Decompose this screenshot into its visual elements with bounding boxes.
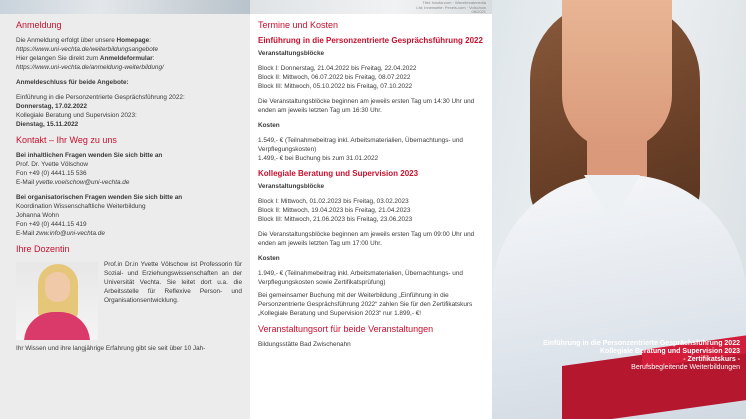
- contact1-email-link[interactable]: yvette.voelschow@uni-vechta.de: [35, 179, 130, 186]
- contact1-name: Prof. Dr. Yvette Völschow: [16, 161, 88, 168]
- homepage-label: Homepage: [116, 37, 150, 44]
- dozentin-bio-continued: Ihr Wissen und ihre langjährige Erfahrung gibt sie seit über 10 Jah-: [16, 345, 206, 352]
- cover-tagline: Berufsbegleitende Weiterbildungen: [631, 364, 740, 371]
- venue-name: Bildungsstätte Bad Zwischenahn: [258, 341, 351, 348]
- course2-block: Block III: Mittwoch, 21.06.2023 bis Freitag, 23.06.2023: [258, 216, 413, 223]
- cover-title-1: Einführung in die Personzentrierte Gesprächsführung 2022: [543, 340, 740, 347]
- course1-blocks-heading: Veranstaltungsblöcke: [258, 50, 325, 57]
- course2-cost-heading: Kosten: [258, 255, 280, 262]
- termine-heading: Termine und Kosten: [258, 20, 339, 30]
- course2-blocks: [258, 197, 488, 224]
- course1-cost-heading: Kosten: [258, 122, 280, 129]
- deadline-dates: Einführung in die Personzentrierte Gesprächsführung 2022: Donnerstag, 17.02.2022 Kollegiale Beratung und Supervision 2023: Dienstag, 15.11.2022: [16, 93, 242, 129]
- course1-cost: 1.549,- € (Teilnahmebeitrag inkl. Arbeitsmaterialien, Übernachtungs- und Verpflegungskosten): [258, 137, 463, 153]
- course2-cost: 1.949,- € (Teilnahmebeitrag inkl. Arbeitsmaterialien, Übernachtungs- und Verpflegungskosten sowie Zertifikatsprüfung): [258, 270, 463, 286]
- course2-times: Die Veranstaltungsblöcke beginnen am jeweils ersten Tag um 09:00 Uhr und enden am jeweils letzten Tag um 17:00 Uhr.: [258, 231, 475, 247]
- venue-heading: Veranstaltungsort für beide Veranstaltungen: [258, 324, 434, 334]
- photo-credit: Titel: fotolia.com · Wavebreakmedia Ltd; Innenseite: Pexels.com · Volschow 08/2021: [416, 0, 486, 14]
- course1-costs: [258, 136, 488, 163]
- deadline-heading: Anmeldeschluss für beide Angebote:: [16, 79, 129, 86]
- contact2-name: Johanna Wohn: [16, 212, 59, 219]
- contact-organisation: Bei organisatorischen Fragen wenden Sie sich bitte an Koordination Wissenschaftliche Weiterbildung Johanna Wohn Fon +49 (0) 4441.15 419 E-Mail zww.info@uni-vechta.de: [16, 193, 242, 238]
- anmeldung-homepage-text: Die Anmeldung erfolgt über unsere Homepage: https://www.uni-vechta.de/weiterbildungsangebote Hier gelangen Sie direkt zum Anmeldeformular: https://www.uni-vechta.de/anmeldung-weiterbildung/: [16, 36, 242, 72]
- top-photo-strip: [0, 0, 250, 14]
- homepage-link[interactable]: https://www.uni-vechta.de/weiterbildungsangebote: [16, 46, 159, 53]
- left-column: [0, 0, 250, 419]
- course1-cost-early: 1.499,- € bei Buchung bis zum 31.01.2022: [258, 155, 379, 162]
- dozentin-bio: Prof.in Dr.in Yvette Völschow ist Professorin für Sozial- und Erziehungswissenschaften an der Universität Vechta. Sie leitet dort u.a. die Arbeitsstelle für Reflexive Person- und Organisationsentwicklung.: [104, 261, 242, 304]
- middle-column: [250, 0, 492, 419]
- deadline2-date: Dienstag, 15.11.2022: [16, 121, 79, 128]
- cover-title-block: [540, 340, 740, 372]
- course2-costs: [258, 269, 488, 318]
- deadline-block: [16, 78, 242, 87]
- cover-subtitle: - Zertifikatskurs -: [683, 356, 740, 363]
- course1-blocks: [258, 64, 488, 91]
- contact-content: Bei inhaltlichen Fragen wenden Sie sich bitte an Prof. Dr. Yvette Völschow Fon +49 (0) 4441.15 536 E-Mail yvette.voelschow@uni-vechta.de: [16, 151, 242, 187]
- course1-block: Block I: Donnerstag, 21.04.2022 bis Freitag, 22.04.2022: [258, 65, 417, 72]
- top-photo-strip-mid: [250, 0, 492, 14]
- course1-block: Block II: Mittwoch, 06.07.2022 bis Freitag, 08.07.2022: [258, 74, 411, 81]
- course1-title: Einführung in die Personzentrierte Gesprächsführung 2022: [258, 36, 483, 45]
- course1-block: Block III: Mittwoch, 05.10.2022 bis Freitag, 07.10.2022: [258, 83, 413, 90]
- woman-face: [562, 0, 672, 150]
- course2-cost-combined: Bei gemeinsamer Buchung mit der Weiterbildung „Einführung in die Personzentrierte Gesprächsführung 2022“ zahlen Sie für den Zertifikatskurs „Kollegiale Beratung und Supervision 2023“ nur 1.899,- €!: [258, 292, 473, 317]
- cover-title-2: Kollegiale Beratung und Supervision 2023: [599, 348, 740, 355]
- contact1-phone: Fon +49 (0) 4441.15 536: [16, 170, 87, 177]
- dozentin-block: [16, 260, 242, 340]
- anmeldung-heading: Anmeldung: [16, 20, 62, 30]
- course2-blocks-heading: Veranstaltungsblöcke: [258, 183, 325, 190]
- contact2-email-link[interactable]: zww.info@uni-vechta.de: [35, 230, 105, 237]
- course2-title: Kollegiale Beratung und Supervision 2023: [258, 169, 419, 178]
- contact2-phone: Fon +49 (0) 4441.15 419: [16, 221, 87, 228]
- course2-block: Block I: Mittwoch, 01.02.2023 bis Freitag, 03.02.2023: [258, 198, 409, 205]
- kontakt-heading: Kontakt – Ihr Weg zu uns: [16, 135, 117, 145]
- anmeldeformular-label: Anmeldeformular: [99, 55, 153, 62]
- course2-block: Block II: Mittwoch, 19.04.2023 bis Freitag, 21.04.2023: [258, 207, 411, 214]
- course1-times: Die Veranstaltungsblöcke beginnen am jeweils ersten Tag um 14:30 Uhr und enden am jeweils letzten Tag um 16:30 Uhr.: [258, 98, 475, 114]
- dozentin-heading: Ihre Dozentin: [16, 244, 70, 254]
- dozentin-photo: [16, 262, 98, 340]
- cover-photo: [492, 0, 746, 419]
- deadline1-date: Donnerstag, 17.02.2022: [16, 103, 88, 110]
- anmeldeformular-link[interactable]: https://www.uni-vechta.de/anmeldung-weiterbildung/: [16, 64, 164, 71]
